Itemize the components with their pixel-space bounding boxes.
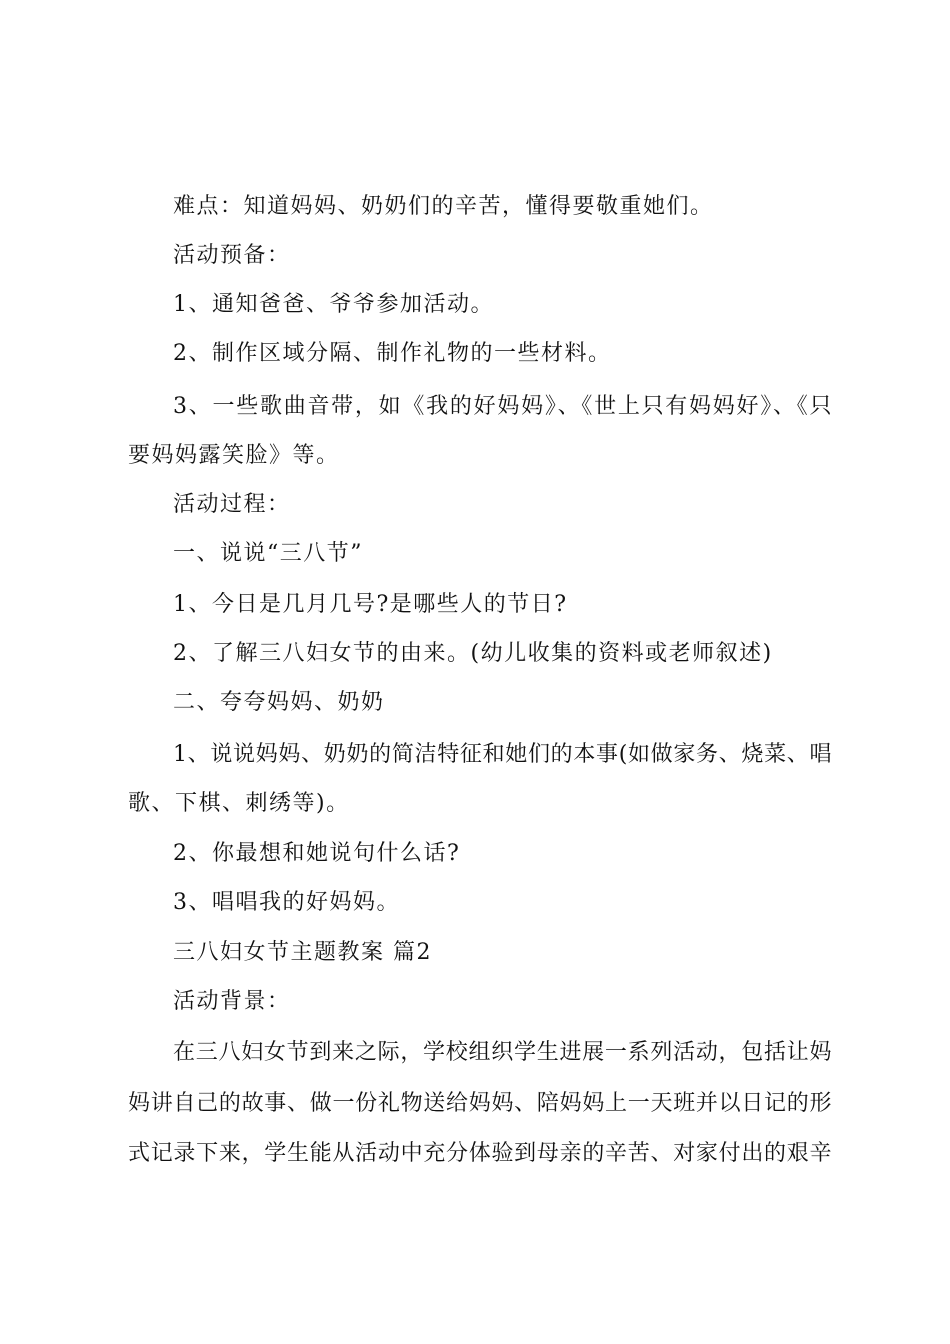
heading-activity-background: 活动背景： bbox=[173, 989, 291, 1014]
paragraph-background-line-2: 妈讲自己的故事、做一份礼物送给妈妈、陪妈妈上一天班并以日记的形 bbox=[128, 1091, 832, 1116]
list-item-process-2-1-continued: 歌、下棋、刺绣等)。 bbox=[128, 791, 350, 816]
paragraph-background-line-1: 在三八妇女节到来之际，学校组织学生进展一系列活动，包括让妈 bbox=[173, 1040, 832, 1065]
list-item-process-2-2: 2、你最想和她说句什么话? bbox=[173, 841, 461, 866]
list-item-process-1-2: 2、了解三八妇女节的由来。(幼儿收集的资料或老师叙述) bbox=[173, 641, 773, 666]
list-item-prep-2: 2、制作区域分隔、制作礼物的一些材料。 bbox=[173, 341, 612, 366]
heading-activity-preparation: 活动预备： bbox=[173, 243, 291, 268]
list-item-process-2-3: 3、唱唱我的好妈妈。 bbox=[173, 890, 400, 915]
list-item-prep-1: 1、通知爸爸、爷爷参加活动。 bbox=[173, 292, 494, 317]
heading-activity-process: 活动过程： bbox=[173, 492, 291, 517]
list-item-process-2-1: 1、说说妈妈、奶奶的简洁特征和她们的本事(如做家务、烧菜、唱 bbox=[173, 742, 832, 767]
list-item-prep-3-continued: 要妈妈露笑脸》等。 bbox=[128, 443, 340, 468]
lesson-plan-title: 三八妇女节主题教案 篇2 bbox=[173, 940, 432, 965]
paragraph-difficulty: 难点：知道妈妈、奶奶们的辛苦，懂得要敬重她们。 bbox=[173, 194, 714, 219]
section-heading-two: 二、夸夸妈妈、奶奶 bbox=[173, 690, 385, 715]
paragraph-background-line-3: 式记录下来，学生能从活动中充分体验到母亲的辛苦、对家付出的艰辛 bbox=[128, 1141, 832, 1166]
list-item-process-1-1: 1、今日是几月几号?是哪些人的节日? bbox=[173, 592, 568, 617]
list-item-prep-3: 3、一些歌曲音带，如《我的好妈妈》、《世上只有妈妈好》、《只 bbox=[173, 394, 832, 419]
section-heading-one: 一、说说“三八节” bbox=[173, 541, 363, 566]
